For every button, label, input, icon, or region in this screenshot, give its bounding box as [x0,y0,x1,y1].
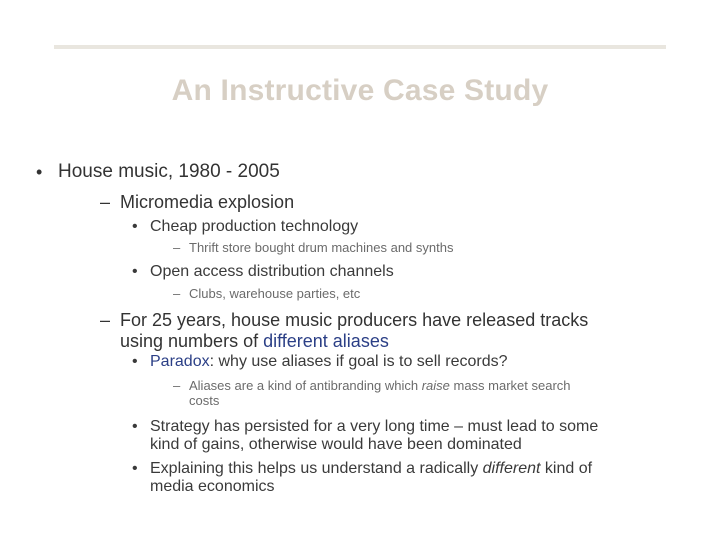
top-divider [54,45,666,49]
bullet-dot-icon: • [132,218,138,235]
bullet-dot-icon: • [132,460,138,477]
highlight-paradox: Paradox [150,353,210,370]
dash-icon: – [173,240,181,255]
dash-icon: – [173,286,181,301]
dash-icon: – [173,378,181,393]
slide-title: An Instructive Case Study [171,74,549,107]
bullet-dot-icon: • [36,162,43,182]
highlight-different-aliases: different aliases [263,331,389,351]
dash-icon: – [100,310,111,330]
bullet-dot-icon: • [132,263,138,280]
bullet-dot-icon: • [132,418,138,435]
bullet-dot-icon: • [132,353,138,370]
dash-icon: – [100,192,111,212]
